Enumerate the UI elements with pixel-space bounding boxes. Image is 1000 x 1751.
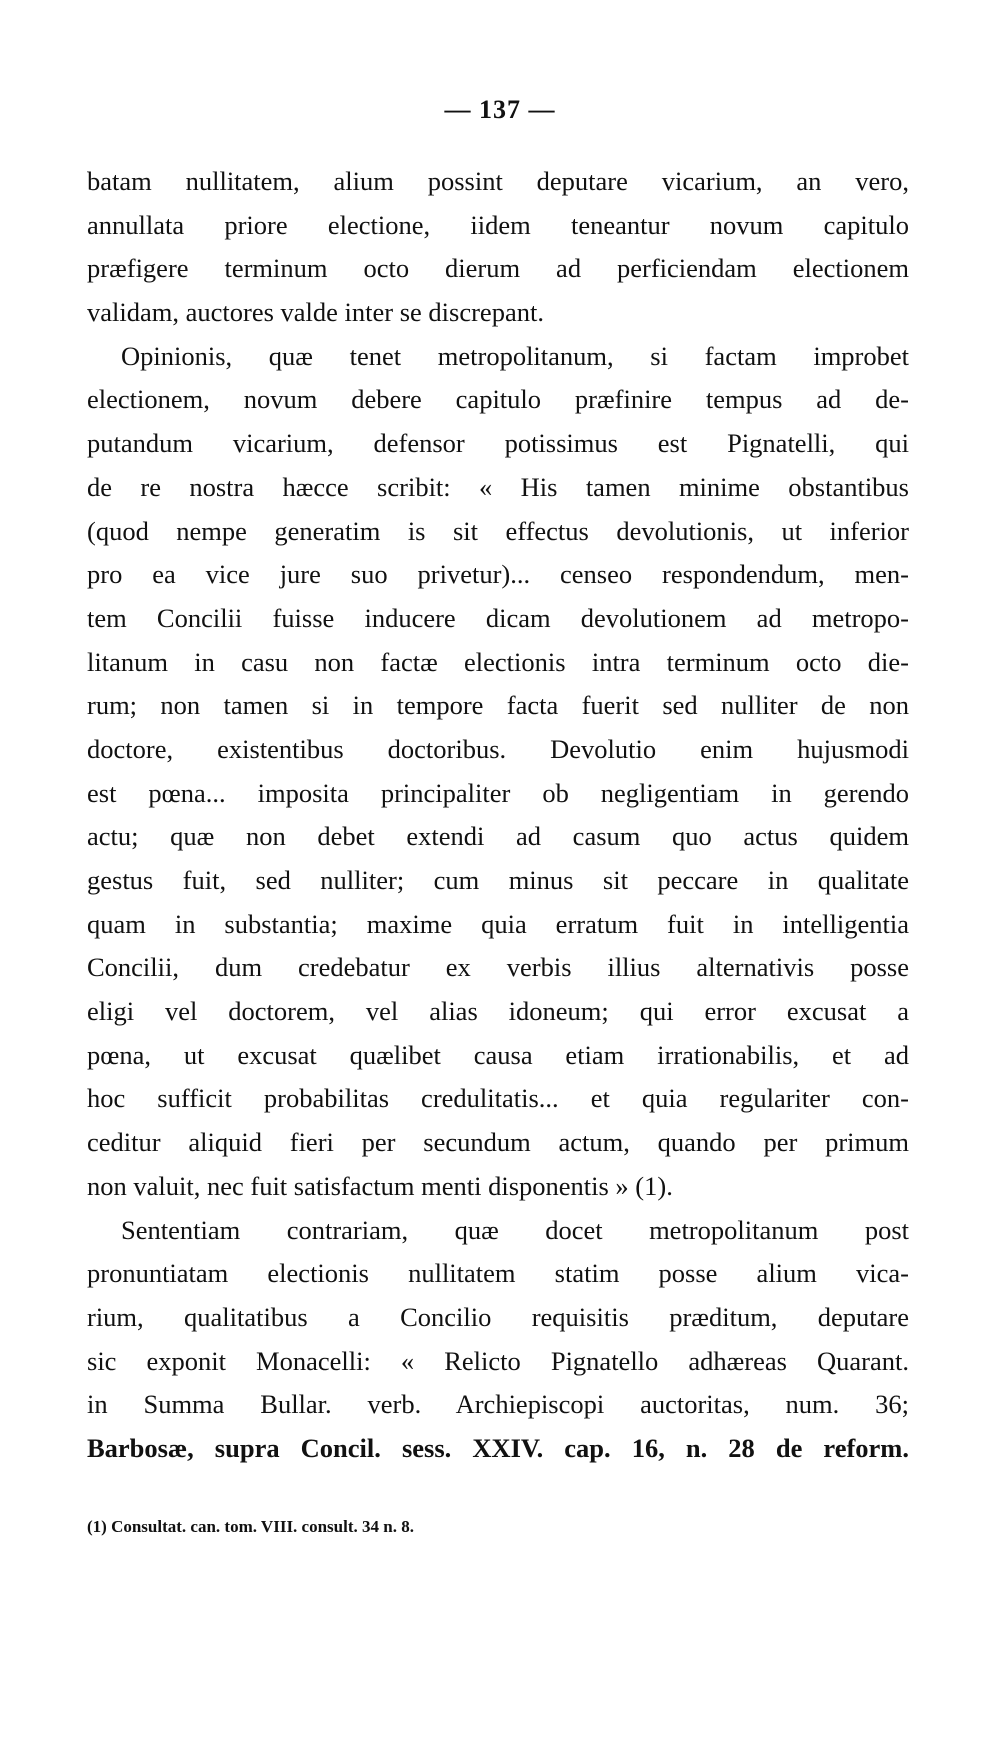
text-line: pronuntiatam electionis nullitatem statim posse alium vica- <box>87 1258 909 1289</box>
text-line: præfigere terminum octo dierum ad perficiendam electionem <box>87 253 909 284</box>
paragraph-start-line: Sententiam contrariam, quæ docet metropolitanum post <box>121 1214 909 1245</box>
text-line: est pœna... imposita principaliter ob negligentiam in gerendo <box>87 777 909 808</box>
text-line: litanum in casu non factæ electionis intra terminum octo die- <box>87 646 909 677</box>
text-line: Barbosæ, supra Concil. sess. XXIV. cap. 16, n. 28 de reform. <box>87 1432 909 1463</box>
text-line: actu; quæ non debet extendi ad casum quo actus quidem <box>87 821 909 852</box>
text-line: sic exponit Monacelli: « Relicto Pignatello adhæreas Quarant. <box>87 1345 909 1376</box>
page-number: — 137 — <box>444 95 556 124</box>
text-line: gestus fuit, sed nulliter; cum minus sit peccare in qualitate <box>87 865 909 895</box>
text-line: validam, auctores valde inter se discrepant. <box>87 297 544 328</box>
text-line: ceditur aliquid fieri per secundum actum, quando per primum <box>87 1127 909 1158</box>
text-line: de re nostra hæcce scribit: « His tamen minime obstantibus <box>87 471 909 502</box>
text-line: tem Concilii fuisse inducere dicam devolutionem ad metropo- <box>87 602 909 633</box>
text-line: Concilii, dum credebatur ex verbis illius alternativis posse <box>87 952 909 983</box>
text-line: doctore, existentibus doctoribus. Devolutio enim hujusmodi <box>87 733 909 764</box>
text-line: pro ea vice jure suo privetur)... censeo respondendum, men- <box>87 559 909 590</box>
text-line: rum; non tamen si in tempore facta fuerit sed nulliter de non <box>87 690 909 721</box>
text-line: batam nullitatem, alium possint deputare vicarium, an vero, <box>87 166 909 196</box>
text-line: quam in substantia; maxime quia erratum fuit in intelligentia <box>87 908 909 939</box>
text-line: hoc sufficit probabilitas credulitatis... et quia regulariter con- <box>87 1083 909 1114</box>
text-line: in Summa Bullar. verb. Archiepiscopi auctoritas, num. 36; <box>87 1389 909 1420</box>
text-line: eligi vel doctorem, vel alias idoneum; qui error excusat a <box>87 996 909 1027</box>
text-line: non valuit, nec fuit satisfactum menti disponentis » (1). <box>87 1170 673 1201</box>
paragraph-start-line: Opinionis, quæ tenet metropolitanum, si factam improbet <box>121 340 909 371</box>
text-line: pœna, ut excusat quælibet causa etiam irrationabilis, et ad <box>87 1039 909 1070</box>
text-line: electionem, novum debere capitulo præfinire tempus ad de- <box>87 384 909 415</box>
text-line: annullata priore electione, iidem teneantur novum capitulo <box>87 209 909 240</box>
text-line: putandum vicarium, defensor potissimus est Pignatelli, qui <box>87 428 909 459</box>
body-text <box>87 160 909 1471</box>
text-line: rium, qualitatibus a Concilio requisitis præditum, deputare <box>87 1301 909 1332</box>
footnote: (1) Consultat. can. tom. VIII. consult. 34 n. 8. <box>87 1517 414 1536</box>
text-line: (quod nempe generatim is sit effectus devolutionis, ut inferior <box>87 515 909 546</box>
